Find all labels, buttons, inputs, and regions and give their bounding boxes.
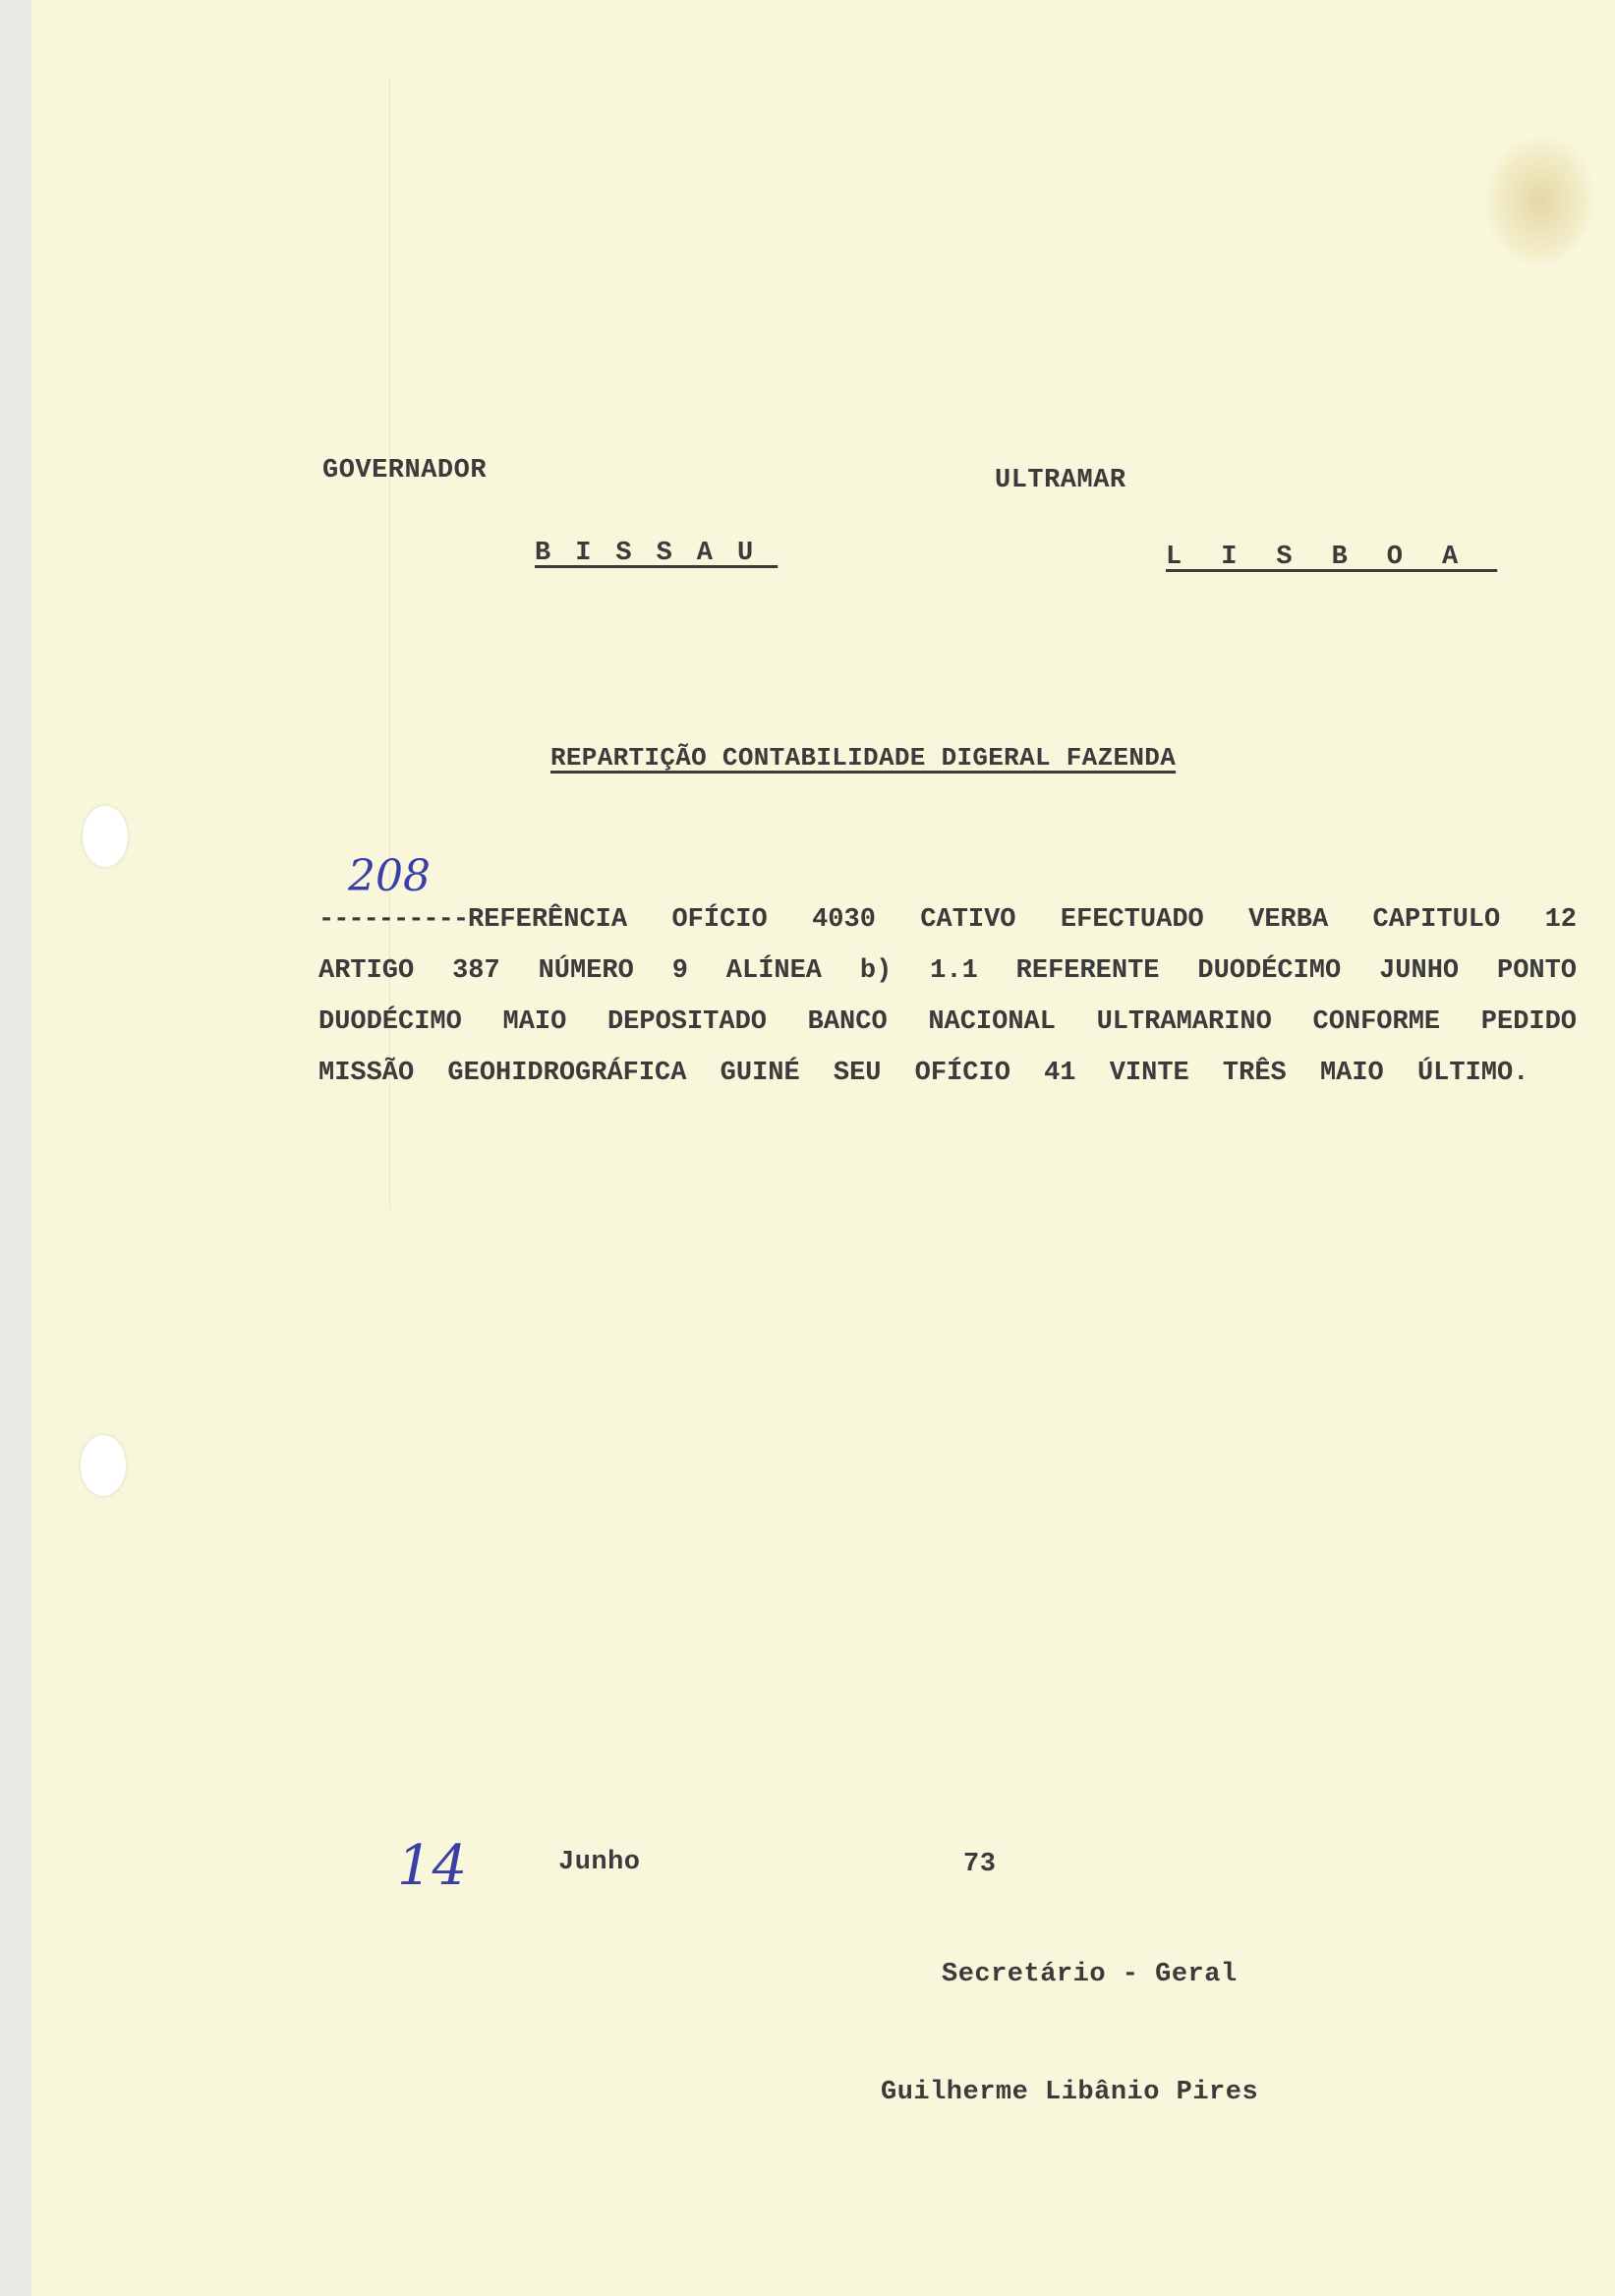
sender-title: GOVERNADOR [322,456,488,486]
sender-place: BISSAU [535,539,779,568]
punch-hole-top [83,806,128,867]
message-number: 208 [348,851,431,901]
date-year: 73 [963,1850,997,1879]
message-text: REFERÊNCIA OFÍCIO 4030 CATIVO EFECTUADO VERBA CAPITULO 12 ARTIGO 387 NÚMERO 9 ALÍNEA b) 1.1 REFERENTE DUODÉCIMO JUNHO PONTO DUODÉCIMO MAIO DEPOSITADO BANCO NACIONAL ULTRAMARINO CONFORME PEDIDO MISSÃO GEOHIDROGRÁFICA GUINÉ SEU OFÍCIO 41 VINTE TRÊS MAIO ÚLTIMO. [318,905,1577,1088]
signatory-role: Secretário - Geral [942,1960,1238,1989]
punch-hole-bottom [81,1435,126,1496]
paper-stain [1486,138,1594,265]
date-month: Junho [558,1848,641,1877]
message-body [318,894,1577,1099]
recipient-title: ULTRAMAR [995,466,1126,495]
recipient-place: LISBOA [1166,543,1498,572]
department-heading: REPARTIÇÃO CONTABILIDADE DIGERAL FAZENDA [550,743,1177,773]
document-sheet [31,0,1615,2296]
date-day: 14 [397,1834,468,1898]
signatory-name: Guilherme Libânio Pires [881,2078,1259,2107]
message-dashes: ---------- [318,905,469,935]
